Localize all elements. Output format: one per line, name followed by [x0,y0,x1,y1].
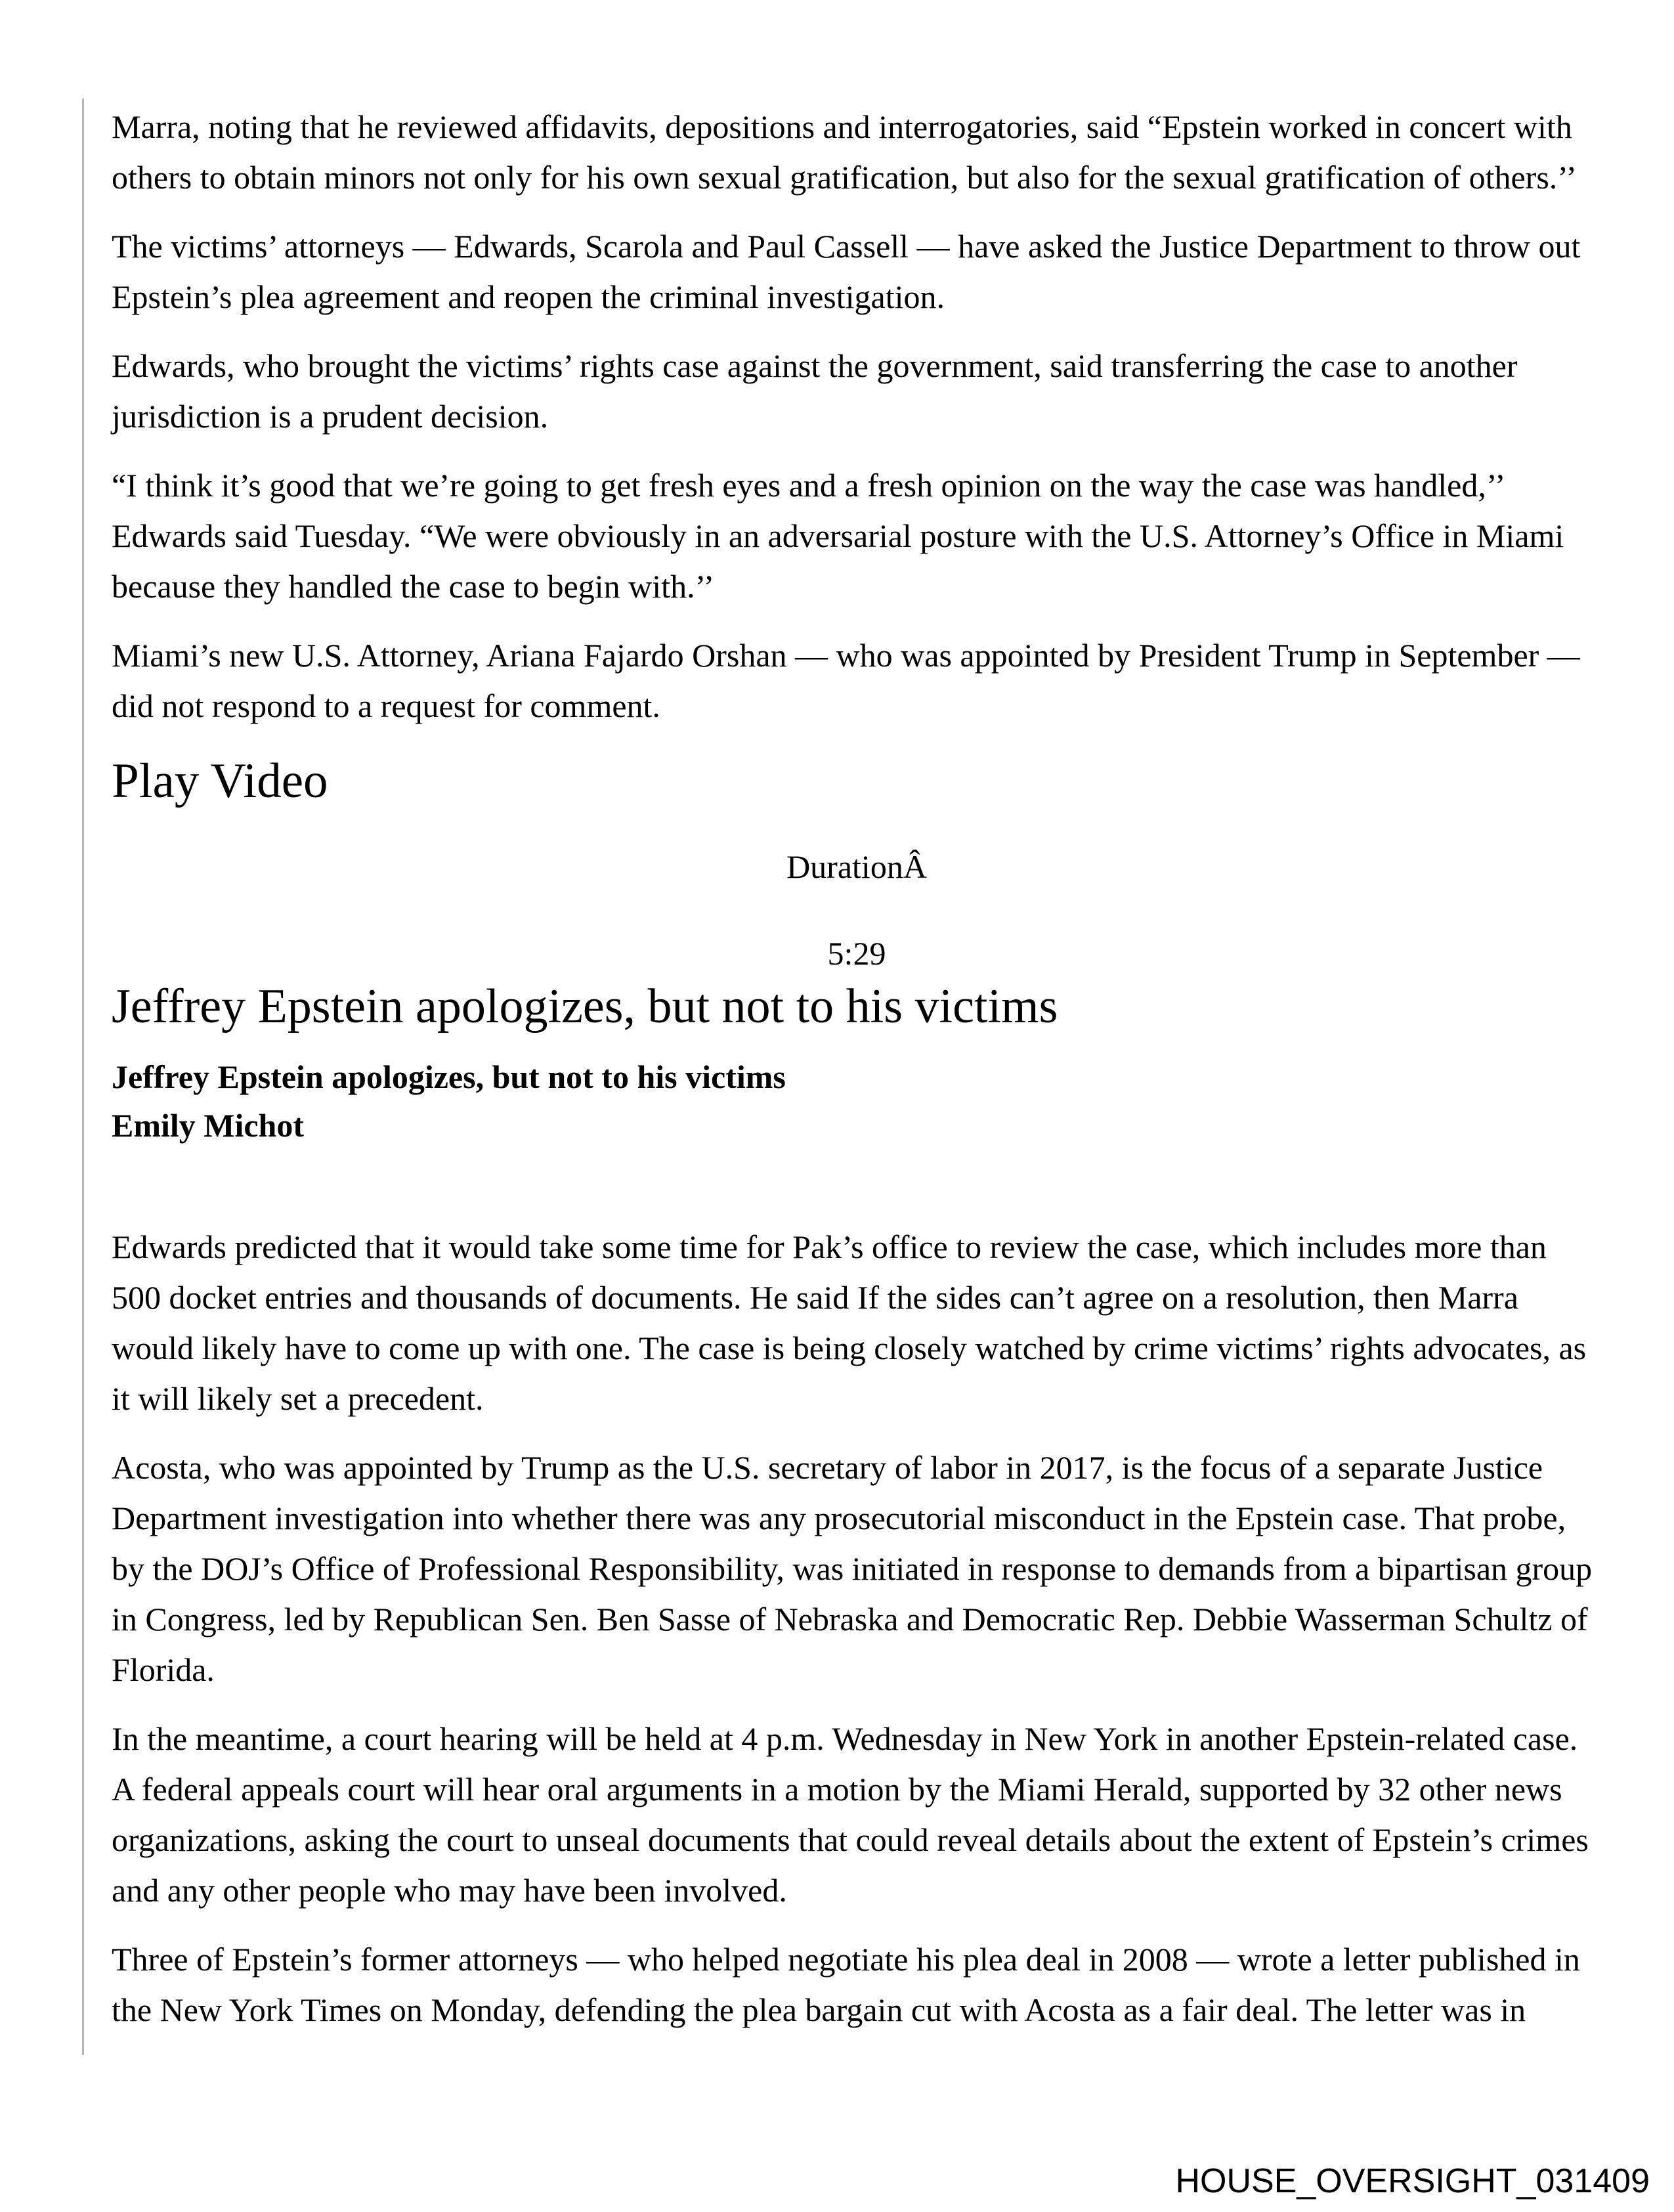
article-paragraph: Miami’s new U.S. Attorney, Ariana Fajardo Orshan — who was appointed by President Trump in September — did not respond to a request for comment. [112,637,1580,724]
article-paragraph: “I think it’s good that we’re going to get fresh eyes and a fresh opinion on the way the case was handled,’’ Edwards said Tuesday. “We were obviously in an adversarial posture with the U.S. Attorney’s Office in Miami because they handled the case to begin with.’’ [112,467,1564,605]
video-title-heading: Jeffrey Epstein apologizes, but not to his victims [112,980,1058,1033]
play-video-heading: Play Video [112,754,328,808]
article-body [112,102,1602,2054]
article-paragraph: Three of Epstein’s former attorneys — who helped negotiate his plea deal in 2008 — wrote a letter published in the New York Times on Monday, defending the plea bargain cut with Acosta as a fair deal. The letter was in [112,1941,1580,2028]
article-paragraph: Marra, noting that he reviewed affidavits, depositions and interrogatories, said “Epstein worked in concert with others to obtain minors not only for his own sexual gratification, but also for the sexual gratification of others.’’ [112,108,1577,196]
article-paragraph: Edwards predicted that it would take some time for Pak’s office to review the case, which includes more than 500 docket entries and thousands of documents. He said If the sides can’t agree on a resolution, then Marra would likely have to come up with one. The case is being closely watched by crime victims’ rights advocates, as it will likely set a precedent. [112,1228,1587,1417]
article-paragraph: In the meantime, a court hearing will be held at 4 p.m. Wednesday in New York in another Epstein-related case. A federal appeals court will hear oral arguments in a motion by the Miami Herald, supported by 32 other news organizations, asking the court to unseal documents that could reveal details about the extent of Epstein’s crimes and any other people who may have been involved. [112,1720,1589,1909]
article-paragraph: The victims’ attorneys — Edwards, Scarola and Paul Cassell — have asked the Justice Department to throw out Epstein’s plea agreement and reopen the criminal investigation. [112,228,1581,315]
video-caption-credit: Emily Michot [112,1107,305,1144]
quote-left-rule [82,98,84,2055]
video-duration-value: 5:29 [827,935,886,972]
article-paragraph: Edwards, who brought the victims’ rights case against the government, said transferring the case to another jurisdiction is a prudent decision. [112,347,1518,435]
video-caption [112,1052,1602,1150]
bates-number: HOUSE_OVERSIGHT_031409 [1175,2162,1650,2200]
video-duration-label: DurationÂ [786,848,927,885]
article-paragraph: Acosta, who was appointed by Trump as the U.S. secretary of labor in 2017, is the focus of a separate Justice Department investigation into whether there was any prosecutorial misconduct in the Epstein case. That probe, by the DOJ’s Office of Professional Responsibility, was initiated in response to demands from a bipartisan group in Congress, led by Republican Sen. Ben Sasse of Nebraska and Democratic Rep. Debbie Wasserman Schultz of Florida. [112,1449,1593,1688]
video-caption-title: Jeffrey Epstein apologizes, but not to his victims [112,1058,786,1095]
